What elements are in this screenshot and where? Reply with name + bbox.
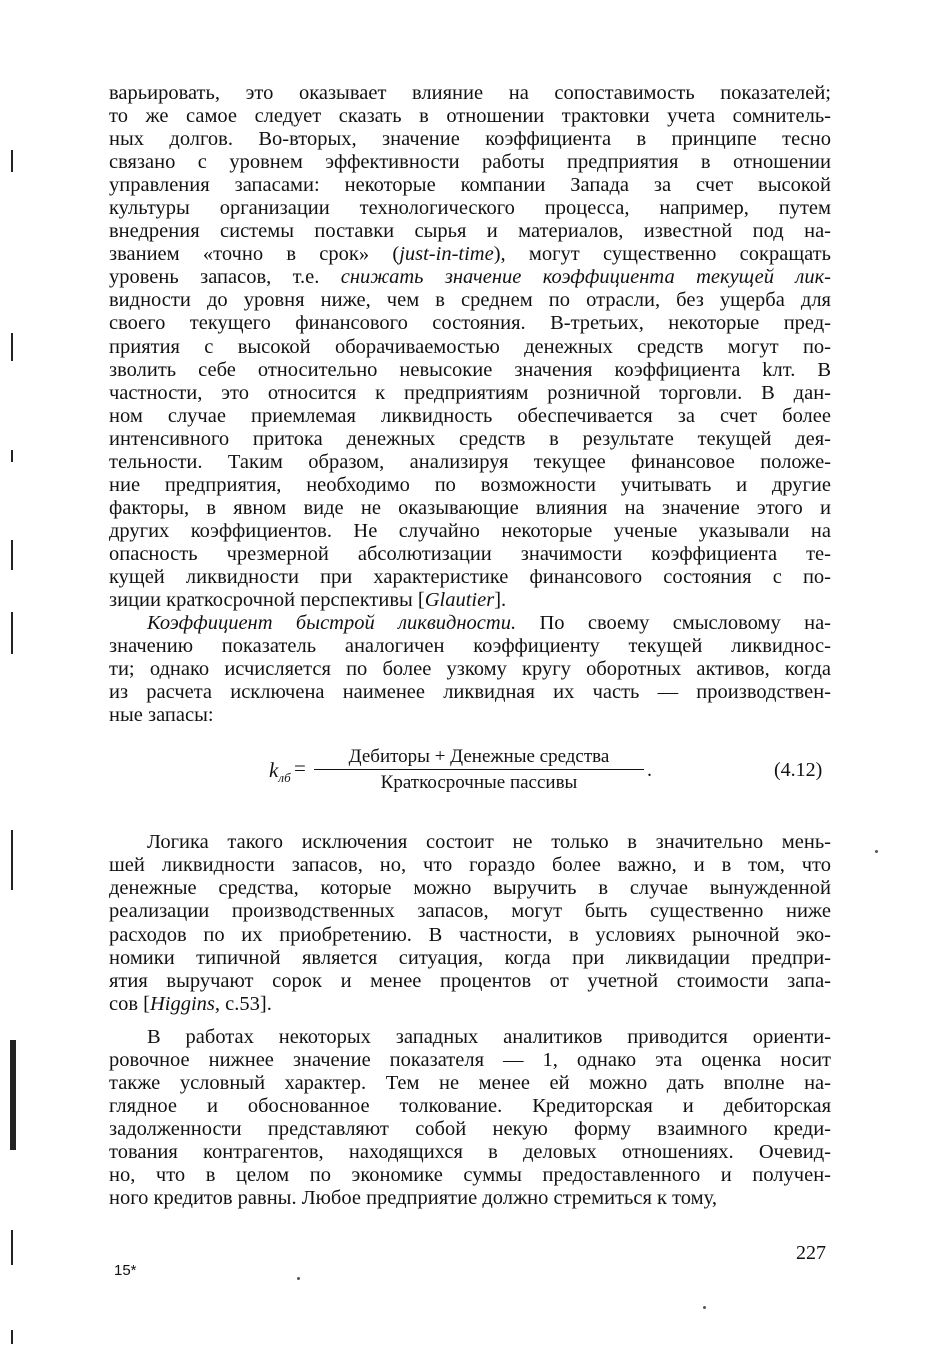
- text-line: шей ликвидности запасов, но, что гораздо более важно, и в том, что: [109, 854, 831, 877]
- page-text: [109, 82, 831, 1210]
- formula-quick-ratio: [109, 745, 831, 803]
- scan-speck: [875, 850, 878, 853]
- paragraph-4: [109, 1026, 831, 1210]
- text-line: Логика такого исключения состоит не только в значительно мень-: [147, 831, 831, 854]
- text-line: ние предприятия, необходимо по возможности учитывать и другие: [109, 473, 831, 496]
- scan-mark: [11, 830, 13, 890]
- text-line: кущей ликвидности при характеристике финансового состояния с по-: [109, 565, 831, 588]
- text-line: сов [Higgins, с.53].: [109, 992, 272, 1015]
- text-line: значению показатель аналогичен коэффициенту текущей ликвиднос-: [109, 635, 831, 658]
- paragraph-2: [109, 612, 831, 727]
- text-line: ные запасы:: [109, 704, 214, 727]
- scan-mark: [11, 1230, 13, 1265]
- text-line: ных долгов. Во-вторых, значение коэффициента в принципе тесно: [109, 128, 831, 151]
- text-line: званием «точно в срок» (just-in-time), могут существенно сокращать: [109, 243, 831, 266]
- text-line: денежные средства, которые можно выручить в случае вынужденной: [109, 877, 831, 900]
- formula-denominator: Краткосрочные пассивы: [380, 772, 578, 794]
- text-line: управления запасами: некоторые компании Запада за счет высокой: [109, 174, 831, 197]
- paragraph-3: [109, 831, 831, 1015]
- text-line: ти; однако исчисляется по более узкому кругу оборотных активов, когда: [109, 658, 831, 681]
- text-line: видности до уровня ниже, чем в среднем по отрасли, без ущерба для: [109, 289, 831, 312]
- text-line: ного кредитов равны. Любое предприятие должно стремиться к тому,: [109, 1187, 717, 1210]
- formula-period: .: [647, 759, 652, 782]
- scan-mark: [11, 540, 13, 570]
- text-line: тельности. Таким образом, анализируя текущее финансовое положе-: [109, 450, 831, 473]
- text-line: но, что в целом по экономике суммы предоставленного и получен-: [109, 1163, 831, 1186]
- text-line: зволить себе относительно невысокие значения коэффициента kлт. В: [109, 358, 831, 381]
- text-line: интенсивного притока денежных средств в результате текущей дея-: [109, 427, 831, 450]
- formula-equals: =: [294, 756, 306, 781]
- text-line: реализации производственных запасов, могут быть существенно ниже: [109, 900, 831, 923]
- page-number: 227: [796, 1242, 826, 1264]
- text-line: других коэффициентов. Не случайно некоторые ученые указывали на: [109, 519, 831, 542]
- formula-fraction: [314, 745, 644, 794]
- text-line: варьировать, это оказывает влияние на сопоставимость показателей;: [109, 82, 831, 104]
- text-line: также условный характер. Тем не менее ей можно дать вполне на-: [109, 1071, 831, 1094]
- text-line: факторы, в явном виде не оказывающие влияния на значение этого и: [109, 496, 831, 519]
- text-line: опасность чрезмерной абсолютизации значимости коэффициента те-: [109, 542, 831, 565]
- text-line: зиции краткосрочной перспективы [Glautier].: [109, 589, 507, 612]
- text-line: расходов по их приобретению. В частности, в условиях рыночной эко-: [109, 923, 831, 946]
- scan-mark: [11, 612, 13, 654]
- text-line: В работах некоторых западных аналитиков приводится ориенти-: [147, 1025, 831, 1048]
- text-line: тования контрагентов, находящихся в деловых отношениях. Очевид-: [109, 1140, 831, 1163]
- scan-mark: [11, 450, 13, 462]
- text-line: ровочное нижнее значение показателя — 1, однако эта оценка носит: [109, 1048, 831, 1071]
- text-line: своего текущего финансового состояния. В-третьих, некоторые пред-: [109, 312, 831, 335]
- scan-mark: [10, 1040, 16, 1150]
- formula-lhs: $k_{лб}$: [269, 758, 291, 786]
- formula-number: (4.12): [774, 759, 823, 782]
- scan-mark: [11, 333, 13, 361]
- scan-speck: [297, 1277, 300, 1280]
- text-line: культуры организации технологического процесса, например, путем: [109, 197, 831, 220]
- scan-speck: [703, 1306, 706, 1309]
- text-line: номики типичной является ситуация, когда при ликвидации предпри-: [109, 946, 831, 969]
- scan-mark: [11, 150, 13, 172]
- text-line: Коэффициент быстрой ликвидности. По своему смысловому на-: [147, 612, 831, 635]
- text-line: ятия выручают сорок и менее процентов от учетной стоимости запа-: [109, 969, 831, 992]
- text-line: ном случае приемлемая ликвидность обеспечивается за счет более: [109, 404, 831, 427]
- text-line: приятия с высокой оборачиваемостью денежных средств могут по-: [109, 335, 831, 358]
- text-line: задолженности представляют собой некую форму взаимного креди-: [109, 1117, 831, 1140]
- text-line: то же самое следует сказать в отношении трактовки учета сомнитель-: [109, 105, 831, 128]
- text-line: внедрения системы поставки сырья и материалов, известной под на-: [109, 220, 831, 243]
- text-line: частности, это относится к предприятиям розничной торговли. В дан-: [109, 381, 831, 404]
- paragraph-1: [109, 82, 831, 612]
- text-line: связано с уровнем эффективности работы предприятия в отношении: [109, 151, 831, 174]
- text-line: уровень запасов, т.е. снижать значение коэффициента текущей лик-: [109, 266, 831, 289]
- printer-signature: 15*: [114, 1262, 137, 1279]
- scan-mark: [11, 1330, 13, 1344]
- text-line: из расчета исключена наименее ликвидная их часть — производствен-: [109, 681, 831, 704]
- formula-numerator: Дебиторы + Денежные средства: [314, 745, 644, 770]
- text-line: глядное и обоснованное толкование. Кредиторская и дебиторская: [109, 1094, 831, 1117]
